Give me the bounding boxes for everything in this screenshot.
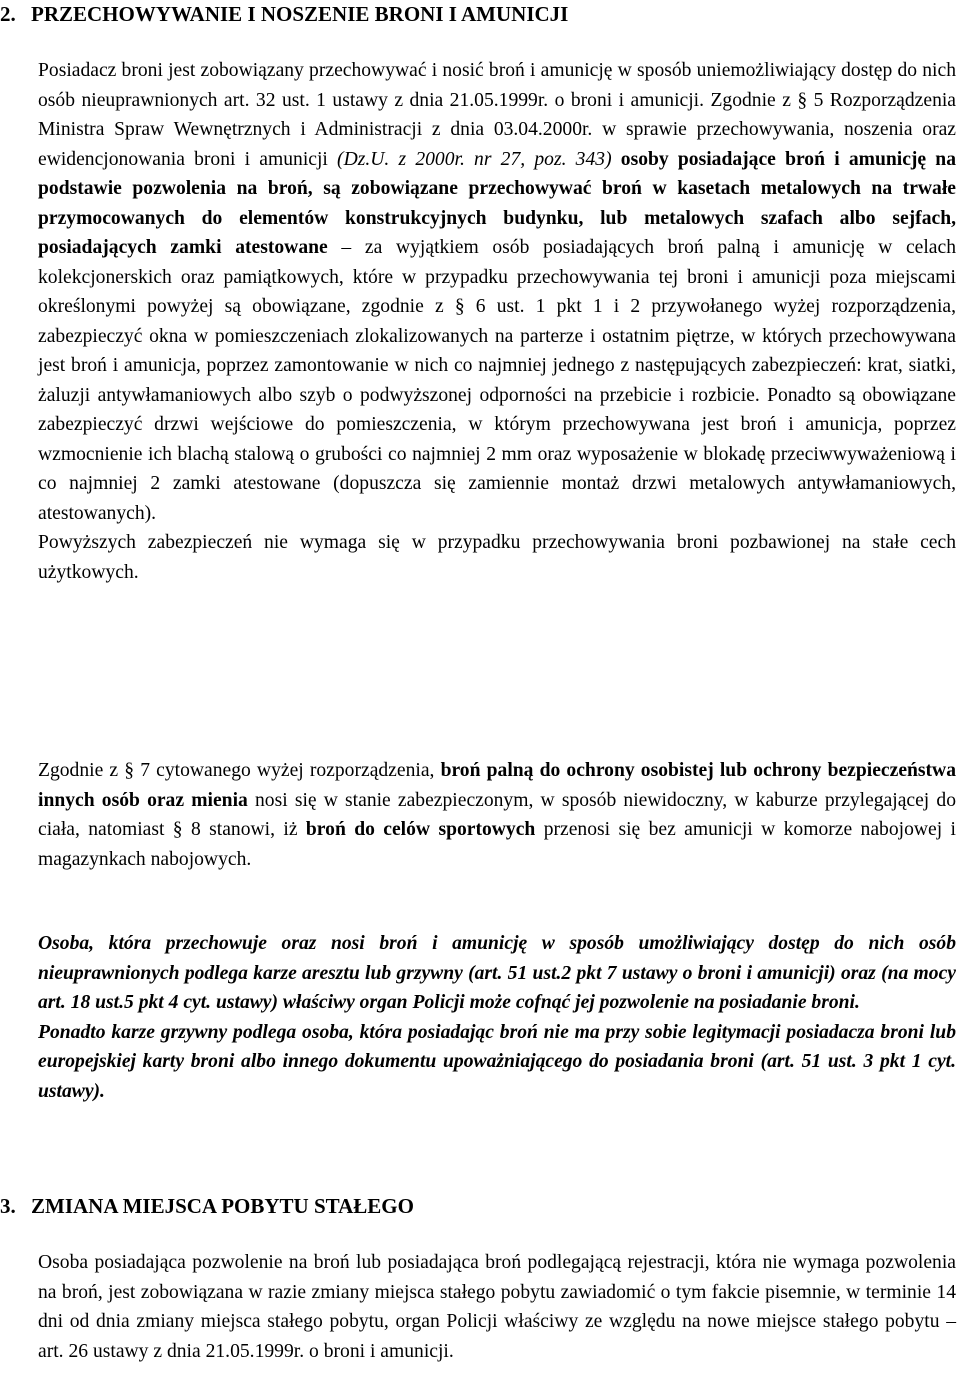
section-3-number: 3. bbox=[0, 1194, 16, 1218]
section-3-title: ZMIANA MIEJSCA POBYTU STAŁEGO bbox=[31, 1194, 414, 1218]
carrying-paragraph bbox=[38, 756, 956, 874]
section-2-heading bbox=[0, 0, 568, 28]
storage-paragraph bbox=[38, 56, 956, 587]
penalty-sentence-2: Ponadto karze grzywny podlega osoba, która posiadając broń nie ma przy sobie legitymacji posiadacza broni lub europejskiej karty broni albo innego dokumentu upoważniającego do posiadania broni (art. 51 ust. 3 pkt 1 cyt. ustawy). bbox=[38, 1021, 956, 1102]
carrying-text-c: nosi się w stanie zabezpieczonym, w sposób niewidoczny, w kaburze przylegającej do ciała, natomiast § 8 stanowi, iż bbox=[38, 789, 956, 840]
penalties-paragraph bbox=[38, 929, 956, 1106]
regulation-reference-text: Zgodnie z § 5 Rozporządzenia Ministra Spraw Wewnętrznych i Administracji z dnia 03.04.2000r. w sprawie przechowywania, noszenia oraz ewidencjonowania broni i amunicji bbox=[38, 89, 957, 170]
collector-exception-text: – za wyjątkiem osób posiadających broń palną i amunicję w celach kolekcjonerskich oraz pamiątkowych, które w przypadku przechowywania tej broni i amunicji poza miejscami określonymi powyżej są obowiązane, zgodnie z § 6 ust. 1 pkt 1 i 2 przywołanego wyżej rozporządzenia, zabezpieczyć okna w pomieszczeniach zlokalizowanych na parterze i ostatnim piętrze, w których przechowywana jest broń i amunicja, poprzez zamontowanie w nich co najmniej jednego z następujących zabezpieczeń: krat, siatki, żaluzji antywłamaniowych albo szyb o podwyższonej odporności na przebicie i rozbicie. Ponadto są obowiązane zabezpieczyć drzwi wejściowe do pomieszczenia, w którym przechowywana jest broń i amunicja, poprzez wzmocnienie ich blachą stalową o grubości co najmniej 2 mm oraz wyposażenie w blokadę przeciwwyważeniową i co najmniej 2 zamki atestowane (dopuszcza się zamiennie montaż drzwi metalowych antywłamaniowych, atestowanych). bbox=[38, 237, 957, 524]
residence-change-text: Osoba posiadająca pozwolenie na broń lub posiadająca broń podlegającą rejestracji, która nie wymaga pozwolenia na broń, jest zobowiązana w razie zmiany miejsca stałego pobytu zawiadomić o tym fakcie pisemnie, w terminie 14 dni od dnia zmiany miejsca stałego pobytu, organ Policji właściwy ze względu na nowe miejsce stałego pobytu – art. 26 ustawy z dnia 21.05.1999r. o broni i amunicji. bbox=[38, 1252, 956, 1362]
penalty-sentence-1: Osoba, która przechowuje oraz nosi broń i amunicję w sposób umożliwiający dostęp do nich osób nieuprawnionych podlega karze aresztu lub grzywny (art. 51 ust.2 pkt 7 ustawy o broni i amunicji) oraz (na mocy art. 18 ust.5 pkt 4 cyt. ustawy) właściwy organ Policji może cofnąć jej pozwolenie na posiadanie broni. bbox=[38, 933, 956, 1013]
section-2-title: PRZECHOWYWANIE I NOSZENIE BRONI I AMUNICJI bbox=[31, 2, 569, 26]
carrying-text-e: przenosi się bez amunicji w komorze nabojowej i magazynkach nabojowych. bbox=[38, 819, 956, 870]
residence-change-paragraph bbox=[38, 1248, 956, 1366]
storage-requirement-bold: osoby posiadające broń i amunicję na podstawie pozwolenia na broń, są zobowiązane przechowywać broń w kasetach metalowych na trwałe przymocowanych do elementów konstrukcyjnych budynku, lub metalowych szafach albo sejfach, posiadających zamki atestowane bbox=[38, 148, 956, 258]
storage-intro-sentence: Posiadacz broni jest zobowiązany przechowywać i nosić broń i amunicję w sposób uniemożliwiający dostęp do nich osób nieuprawnionych art. 32 ust. 1 ustawy z dnia 21.05.1999r. o broni i amunicji. bbox=[38, 60, 956, 111]
deactivated-weapons-note: Powyższych zabezpieczeń nie wymaga się w przypadku przechowywania broni pozbawionej na stałe cech użytkowych. bbox=[38, 532, 956, 583]
personal-protection-weapon-bold: broń palną do ochrony osobistej lub ochrony bezpieczeństwa innych osób oraz mienia bbox=[38, 760, 957, 811]
section-2-number: 2. bbox=[0, 2, 16, 26]
sport-weapon-bold: broń do celów sportowych bbox=[305, 819, 536, 840]
section-3-heading bbox=[0, 1192, 414, 1220]
journal-of-laws-citation: (Dz.U. z 2000r. nr 27, poz. 343) bbox=[327, 148, 612, 170]
carrying-text-a: Zgodnie z § 7 cytowanego wyżej rozporządzenia, bbox=[38, 760, 441, 781]
